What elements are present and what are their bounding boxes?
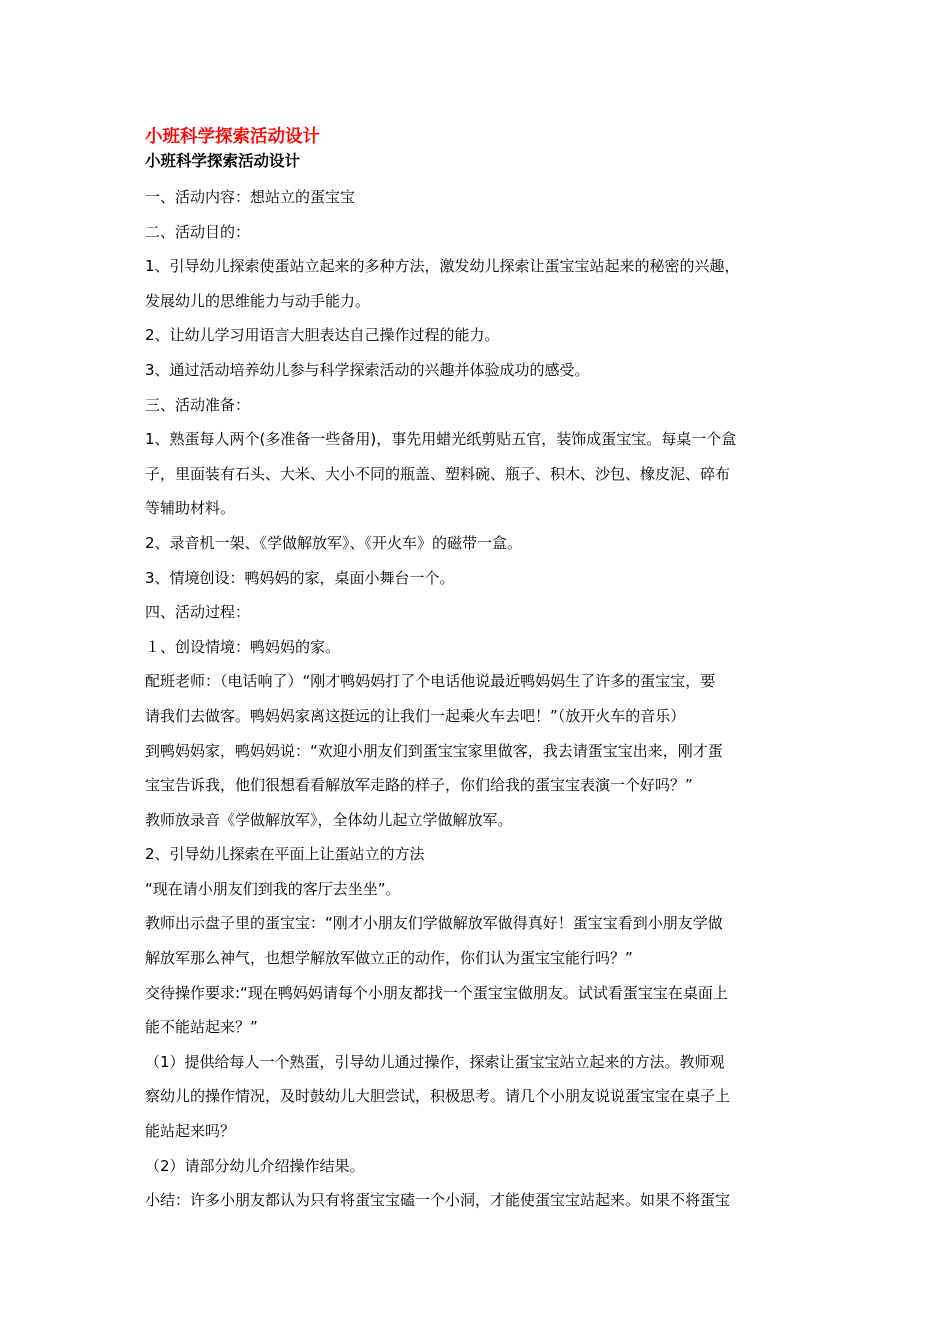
text-line: 解放军那么神气，也想学解放军做立正的动作，你们认为蛋宝宝能行吗？” [145, 949, 633, 968]
text-line: 能站起来吗？ [145, 1122, 236, 1141]
text-line: 配班老师：（电话响了）“刚才鸭妈妈打了个电话他说最近鸭妈妈生了许多的蛋宝宝，要 [145, 672, 716, 691]
text-line: 2、录音机一架、《学做解放军》、《开火车》的磁带一盒。 [145, 533, 523, 552]
text-line: 1、引导幼儿探索使蛋站立起来的多种方法，激发幼儿探索让蛋宝宝站起来的秘密的兴趣， [145, 257, 740, 276]
text-line: 交待操作要求:“现在鸭妈妈请每个小朋友都找一个蛋宝宝做朋友。试试看蛋宝宝在桌面上 [145, 983, 728, 1002]
text-line: 能不能站起来？” [145, 1018, 258, 1037]
text-line: 3、情境创设：鸭妈妈的家，桌面小舞台一个。 [145, 568, 455, 587]
text-line: 小结：许多小朋友都认为只有将蛋宝宝磕一个小洞，才能使蛋宝宝站起来。如果不将蛋宝 [145, 1191, 731, 1210]
text-line: 子，里面装有石头、大米、大小不同的瓶盖、塑料碗、瓶子、积木、沙包、橡皮泥、碎布 [145, 464, 731, 483]
document-title: 小班科学探索活动设计 [145, 127, 320, 147]
text-line: 3、通过活动培养幼儿参与科学探索活动的兴趣并体验成功的感受。 [145, 360, 590, 379]
document-subtitle: 小班科学探索活动设计 [145, 152, 301, 170]
document-body [145, 180, 805, 1218]
text-line: 发展幼儿的思维能力与动手能力。 [145, 291, 371, 310]
text-line: 一、活动内容：想站立的蛋宝宝 [145, 188, 356, 206]
text-line: 三、活动准备： [145, 395, 251, 414]
text-line: 宝宝告诉我，他们很想看看解放军走路的样子，你们给我的蛋宝宝表演一个好吗？” [145, 776, 693, 795]
text-line: １、创设情境：鸭妈妈的家。 [145, 637, 341, 656]
text-line: 教师放录音《学做解放军》，全体幼儿起立学做解放军。 [145, 810, 513, 829]
text-line: 等辅助材料。 [145, 499, 236, 518]
text-line: 到鸭妈妈家，鸭妈妈说：“欢迎小朋友们到蛋宝宝家里做客，我去请蛋宝宝出来，刚才蛋 [145, 741, 723, 760]
text-line: 1、熟蛋每人两个(多准备一些备用)，事先用蜡光纸剪贴五官，装饰成蛋宝宝。每桌一个盒 [145, 430, 737, 449]
text-line: 教师出示盘子里的蛋宝宝：“刚才小朋友们学做解放军做得真好！蛋宝宝看到小朋友学做 [145, 914, 723, 933]
text-line: （1）提供给每人一个熟蛋，引导幼儿通过操作，探索让蛋宝宝站立起来的方法。教师观 [145, 1052, 725, 1071]
text-line: 2、引导幼儿探索在平面上让蛋站立的方法 [145, 845, 425, 864]
text-line: 请我们去做客。鸭妈妈家离这挺远的让我们一起乘火车去吧！”（放开火车的音乐） [145, 706, 686, 725]
document-page [145, 126, 805, 1218]
text-line: （2）请部分幼儿介绍操作结果。 [145, 1156, 365, 1175]
text-line: “现在请小朋友们到我的客厅去坐坐”。 [145, 879, 401, 898]
text-line: 2、让幼儿学习用语言大胆表达自己操作过程的能力。 [145, 326, 500, 345]
text-line: 四、活动过程： [145, 603, 251, 622]
text-line: 二、活动目的： [145, 222, 251, 241]
text-line: 察幼儿的操作情况，及时鼓幼儿大胆尝试，积极思考。请几个小朋友说说蛋宝宝在桌子上 [145, 1087, 731, 1106]
